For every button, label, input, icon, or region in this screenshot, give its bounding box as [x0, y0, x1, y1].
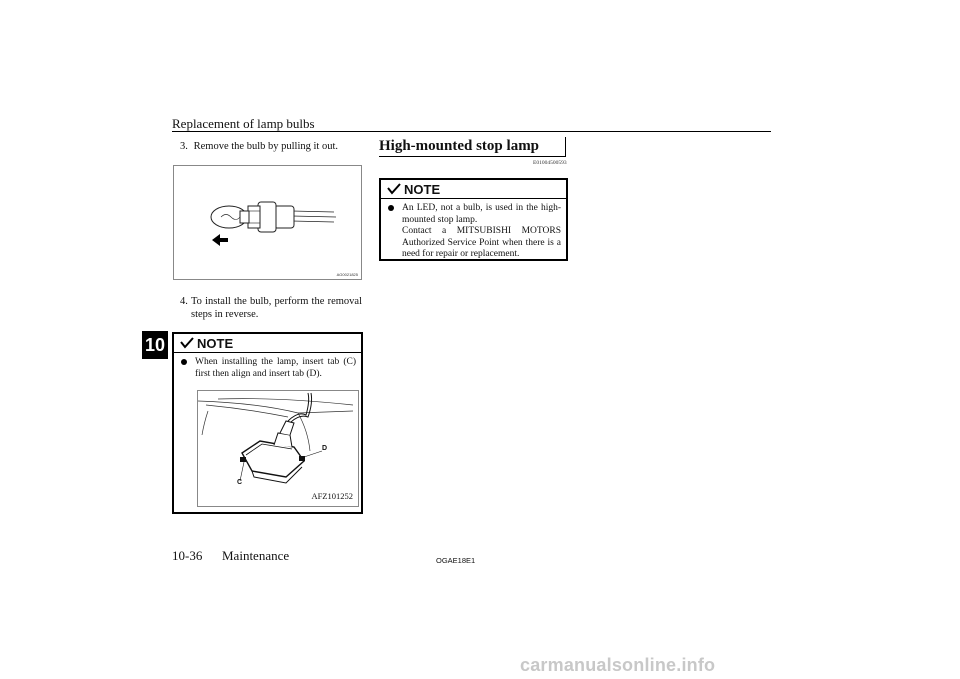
- step-text: Remove the bulb by pulling it out.: [193, 141, 338, 152]
- bulb-removal-figure: [173, 165, 362, 280]
- note-header: [381, 180, 566, 199]
- note-text: When installing the lamp, insert tab (C) first then align and insert tab (D).: [195, 357, 356, 379]
- note-icon: [180, 337, 194, 349]
- chapter-tab: 10: [142, 331, 168, 359]
- step-3: [180, 140, 365, 153]
- section-code: E01004500593: [533, 160, 567, 166]
- note-box-led: [379, 178, 568, 261]
- bullet-icon: [181, 359, 187, 365]
- note-box-install: [172, 332, 363, 514]
- watermark: carmanualsonline.info: [520, 655, 716, 675]
- step-text: To install the bulb, perform the removal steps in reverse.: [191, 296, 362, 320]
- note-body: [174, 353, 361, 380]
- section-title-rule-horizontal: [379, 156, 566, 157]
- step-4: [180, 295, 362, 321]
- bulb-removal-illustration: [174, 166, 361, 279]
- section-title-rule-vertical: [565, 137, 566, 157]
- footer-doc-code: OGAE18E1: [436, 556, 476, 565]
- header-rule: [172, 131, 771, 132]
- lamp-install-figure: [197, 390, 359, 507]
- figure-id: AG0021825: [336, 272, 358, 277]
- figure-id: AFZ101252: [311, 491, 353, 501]
- label-c: C: [237, 479, 243, 486]
- note-icon: [387, 183, 401, 195]
- footer-page-number: 10-36: [172, 548, 203, 563]
- bullet-icon: [388, 205, 394, 211]
- note-label: NOTE: [197, 335, 234, 351]
- label-d: D: [322, 445, 328, 452]
- note-text-2: Contact a MITSUBISHI MOTORS Authorized Service Point when there is a need for repair or replacement.: [402, 226, 561, 259]
- page-header-title: Replacement of lamp bulbs: [172, 116, 315, 131]
- step-number: 3.: [180, 141, 188, 152]
- note-label: NOTE: [404, 181, 441, 197]
- step-number: 4.: [180, 296, 188, 307]
- note-text-1: An LED, not a bulb, is used in the high-mounted stop lamp.: [402, 203, 561, 225]
- lamp-install-illustration: [198, 391, 358, 506]
- section-title: High-mounted stop lamp: [379, 138, 540, 154]
- note-body: [381, 199, 566, 261]
- footer-section: Maintenance: [222, 548, 290, 563]
- note-header: [174, 334, 361, 353]
